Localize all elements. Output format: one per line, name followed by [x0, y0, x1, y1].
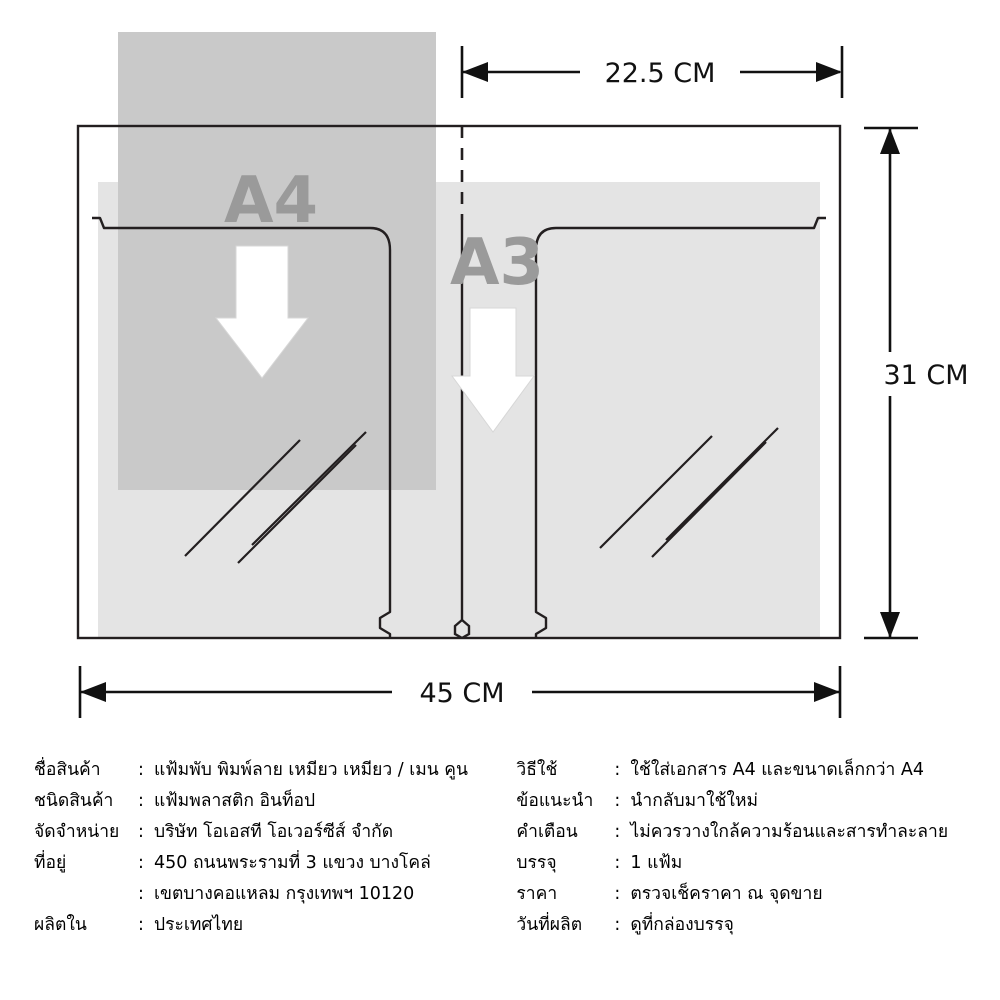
spec-colon: : — [138, 915, 144, 935]
spec-key: คำเตือน — [516, 822, 578, 842]
spec-key: ชื่อสินค้า — [34, 760, 101, 780]
spec-colon: : — [614, 853, 621, 873]
spec-colon: : — [614, 884, 621, 904]
spec-value: แฟ้มพับ พิมพ์ลาย เหมียว เหมียว / เมน คูน — [154, 760, 468, 780]
spec-row — [34, 886, 516, 917]
spec-colon: : — [614, 915, 621, 935]
spec-value: 1 แฟ้ม — [630, 853, 683, 873]
spec-colon: : — [614, 760, 621, 780]
spec-colon: : — [614, 791, 621, 811]
spec-column-right — [516, 762, 966, 1000]
specifications-block — [0, 762, 1000, 1000]
spec-row — [516, 886, 966, 917]
dimension-right-label: 31 CM — [883, 360, 969, 391]
spec-row — [34, 824, 516, 855]
spec-row — [516, 793, 966, 824]
spec-value: ใช้ใส่เอกสาร A4 และขนาดเล็กกว่า A4 — [630, 760, 925, 780]
spec-key: จัดจำหน่าย — [34, 822, 120, 842]
spec-value: แฟ้มพลาสติก อินท็อป — [154, 791, 316, 811]
spec-key: ผลิตใน — [34, 915, 87, 935]
spec-colon: : — [614, 822, 621, 842]
spec-row — [516, 855, 966, 886]
a3-label: A3 — [450, 226, 545, 300]
spec-colon: : — [138, 791, 144, 811]
spec-value: ประเทศไทย — [154, 915, 244, 935]
spec-row — [34, 793, 516, 824]
spec-row — [34, 762, 516, 793]
spec-colon: : — [138, 822, 144, 842]
spec-value: เขตบางคอแหลม กรุงเทพฯ 10120 — [154, 884, 415, 904]
spec-key: บรรจุ — [516, 853, 557, 873]
spec-row — [34, 917, 516, 948]
spec-key: ชนิดสินค้า — [34, 791, 114, 811]
dimension-bottom-label: 45 CM — [419, 678, 505, 709]
spec-key: ราคา — [516, 884, 558, 904]
spec-value: ดูที่กล่องบรรจุ — [630, 915, 734, 935]
spec-row — [516, 917, 966, 948]
spec-key: วันที่ผลิต — [516, 915, 583, 935]
spec-value: 450 ถนนพระรามที่ 3 แขวง บางโคล่ — [154, 853, 431, 873]
spec-key: ที่อยู่ — [34, 853, 67, 873]
spec-colon: : — [138, 760, 144, 780]
spec-row — [34, 855, 516, 886]
spec-row — [516, 762, 966, 793]
spec-column-left — [34, 762, 516, 1000]
dimension-top-label: 22.5 CM — [604, 58, 716, 89]
spec-value: บริษัท โอเอสที โอเวอร์ซีส์ จำกัด — [154, 822, 394, 842]
spec-key: ข้อแนะนำ — [516, 791, 594, 811]
spec-value: ตรวจเช็คราคา ณ จุดขาย — [630, 884, 823, 904]
spec-row — [516, 824, 966, 855]
spec-value: ไม่ควรวางใกล้ความร้อนและสารทำละลาย — [630, 822, 949, 842]
spec-key: วิธีใช้ — [516, 760, 558, 780]
spec-value: นำกลับมาใช้ใหม่ — [630, 791, 759, 811]
spec-colon: : — [138, 884, 144, 904]
spec-colon: : — [138, 853, 144, 873]
a4-label: A4 — [224, 164, 319, 238]
